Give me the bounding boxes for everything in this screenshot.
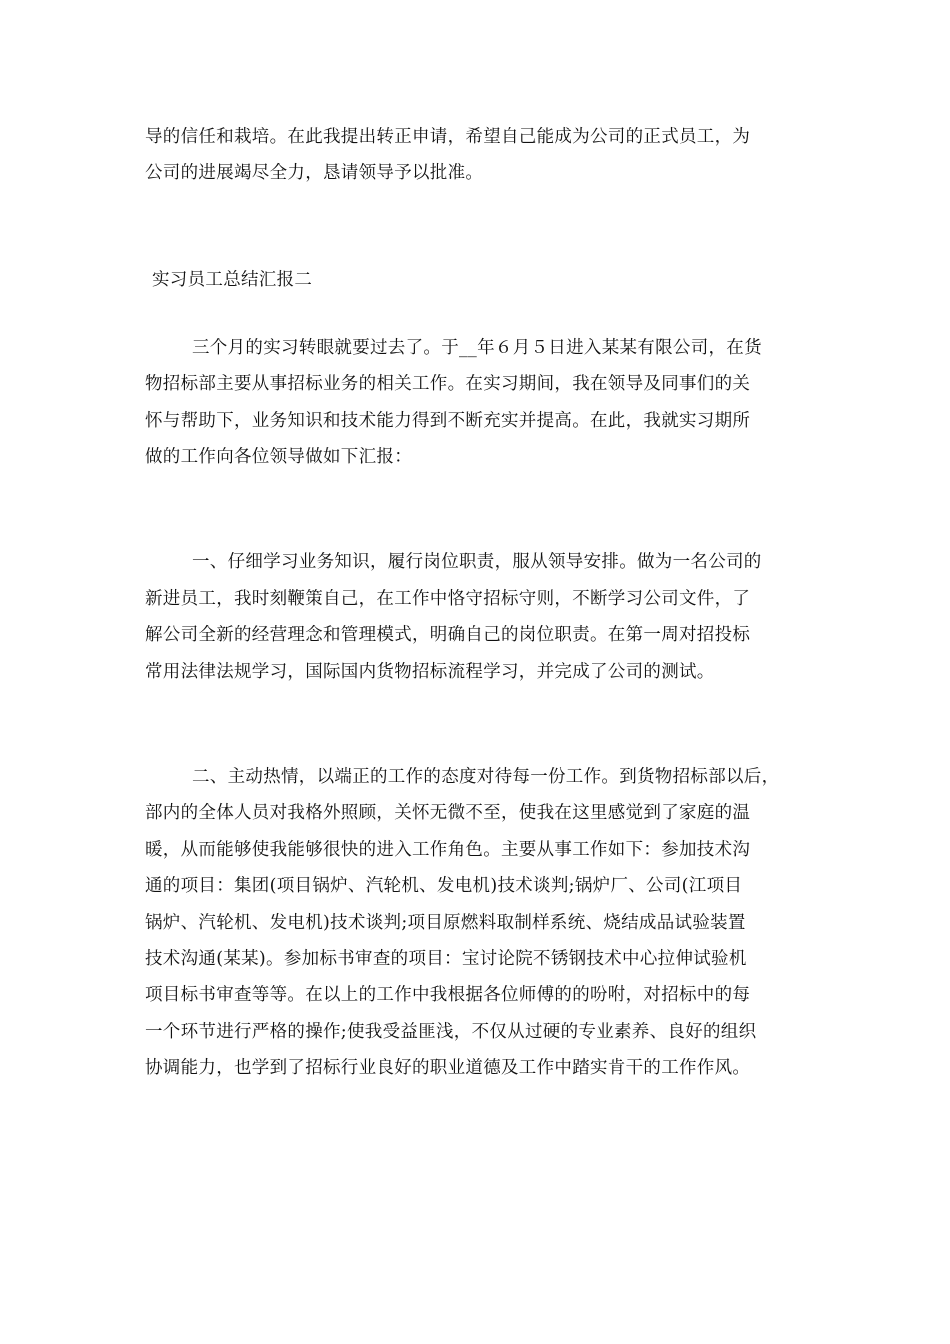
paragraph-3-line-9: 协调能力，也学到了招标行业良好的职业道德及工作中踏实肯干的工作作风。	[145, 1058, 751, 1078]
paragraph-3-line-8: 一个环节进行严格的操作;使我受益匪浅，不仅从过硬的专业素养、良好的组织	[145, 1022, 757, 1042]
paragraph-2-line-2: 新进员工，我时刻鞭策自己，在工作中恪守招标守则，不断学习公司文件，了	[145, 589, 751, 609]
paragraph-1-line-3: 怀与帮助下，业务知识和技术能力得到不断充实并提高。在此，我就实习期所	[145, 411, 751, 431]
paragraph-1-line-1: 三个月的实习转眼就要过去了。于__年６月５日进入某某有限公司，在货	[192, 338, 762, 358]
paragraph-3-line-5: 锅炉、汽轮机、发电机)技术谈判;项目原燃料取制样系统、烧结成品试验装置	[145, 913, 746, 933]
paragraph-3-line-3: 暖，从而能够使我能够很快的进入工作角色。主要从事工作如下：参加技术沟	[145, 840, 751, 860]
paragraph-2-line-1: 一、仔细学习业务知识，履行岗位职责，服从领导安排。做为一名公司的	[192, 552, 762, 572]
paragraph-3-line-7: 项目标书审查等等。在以上的工作中我根据各位师傅的的吩咐，对招标中的每	[145, 985, 751, 1005]
paragraph-3-line-4: 通的项目：集团(项目锅炉、汽轮机、发电机)技术谈判;锅炉厂、公司(江项目	[145, 876, 743, 896]
section-title: 实习员工总结汇报二	[152, 270, 313, 290]
paragraph-1-line-2: 物招标部主要从事招标业务的相关工作。在实习期间，我在领导及同事们的关	[145, 374, 751, 394]
paragraph-3-line-6: 技术沟通(某某)。参加标书审查的项目：宝讨论院不锈钢技术中心拉伸试验机	[145, 949, 747, 969]
intro-line-1: 导的信任和栽培。在此我提出转正申请，希望自己能成为公司的正式员工，为	[145, 127, 751, 147]
paragraph-2-line-3: 解公司全新的经营理念和管理模式，明确自己的岗位职责。在第一周对招投标	[145, 625, 751, 645]
intro-line-2: 公司的进展竭尽全力，恳请领导予以批准。	[145, 163, 484, 183]
paragraph-3-line-2: 部内的全体人员对我格外照顾，关怀无微不至，使我在这里感觉到了家庭的温	[145, 803, 751, 823]
paragraph-1-line-4: 做的工作向各位领导做如下汇报：	[145, 447, 412, 467]
paragraph-2-line-4: 常用法律法规学习，国际国内货物招标流程学习，并完成了公司的测试。	[145, 662, 715, 682]
paragraph-3-line-1: 二、主动热情，以端正的工作的态度对待每一份工作。到货物招标部以后，	[192, 767, 780, 787]
